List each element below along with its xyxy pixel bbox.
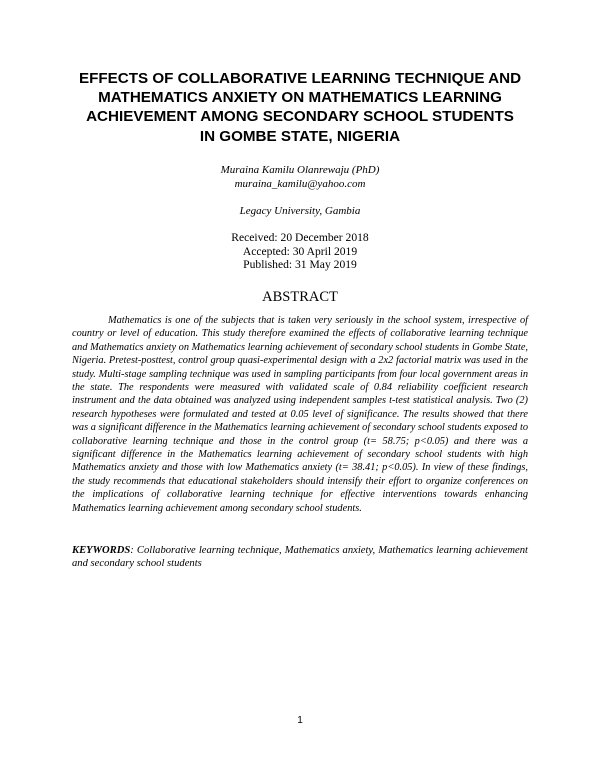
keywords — [72, 544, 528, 571]
title-line: ACHIEVEMENT AMONG SECONDARY SCHOOL STUDENTS — [86, 108, 514, 126]
accepted-date: Accepted: 30 April 2019 — [242, 244, 358, 258]
publication-dates — [0, 231, 600, 272]
page-number: 1 — [297, 715, 303, 726]
title-line: IN GOMBE STATE, NIGERIA — [199, 127, 401, 145]
paper-title — [60, 69, 540, 146]
abstract-heading: ABSTRACT — [262, 289, 338, 305]
keywords-label: KEYWORDS — [72, 545, 131, 556]
title-line: EFFECTS OF COLLABORATIVE LEARNING TECHNIQUE AND — [78, 70, 522, 87]
received-date: Received: 20 December 2018 — [231, 231, 369, 244]
published-date: Published: 31 May 2019 — [243, 258, 357, 272]
keywords-list: : Collaborative learning technique, Mathematics anxiety, Mathematics learning achievement and secondary school students — [72, 545, 528, 570]
author-email: muraina_kamilu@yahoo.com — [234, 178, 366, 190]
author-name: Muraina Kamilu Olanrewaju (PhD) — [220, 164, 380, 176]
title-line: MATHEMATICS ANXIETY ON MATHEMATICS LEARNING — [98, 89, 502, 107]
abstract-body: Mathematics is one of the subjects that is taken very seriously in the school system, irrespective of country or level of education. This study therefore examined the effects of collaborative learning technique and Mathematics anxiety on Mathematics learning achievement of secondary school students in Gombe State, Nigeria. Pretest-posttest, control group quasi-experimental design with a 2x2 factorial matrix was used in the study. Multi-stage sampling technique was used in sampling participants from four local government areas in the state. The respondents were measured with validated scale of 0.84 reliability coefficient research instrument and the data obtained was analyzed using independent samples t-test statistical analysis. Two (2) research hypotheses were formulated and tested at 0.05 level of significance. The results showed that there was a significant difference in the Mathematics learning achievement of secondary school students exposed to collaborative learning technique and those in the control group (t= 58.75; p<0.05) and there was a significant difference in the Mathematics learning achievement of secondary school students with high Mathematics anxiety and those with low Mathematics anxiety (t= 38.41; p<0.05). In view of these findings, the study recommends that educational stakeholders should intensify their effort to organize conferences on the implications of collaborative learning technique for effective interventions towards enhancing Mathematics learning achievement among secondary school students. — [72, 315, 528, 514]
author-affiliation: Legacy University, Gambia — [239, 205, 361, 217]
